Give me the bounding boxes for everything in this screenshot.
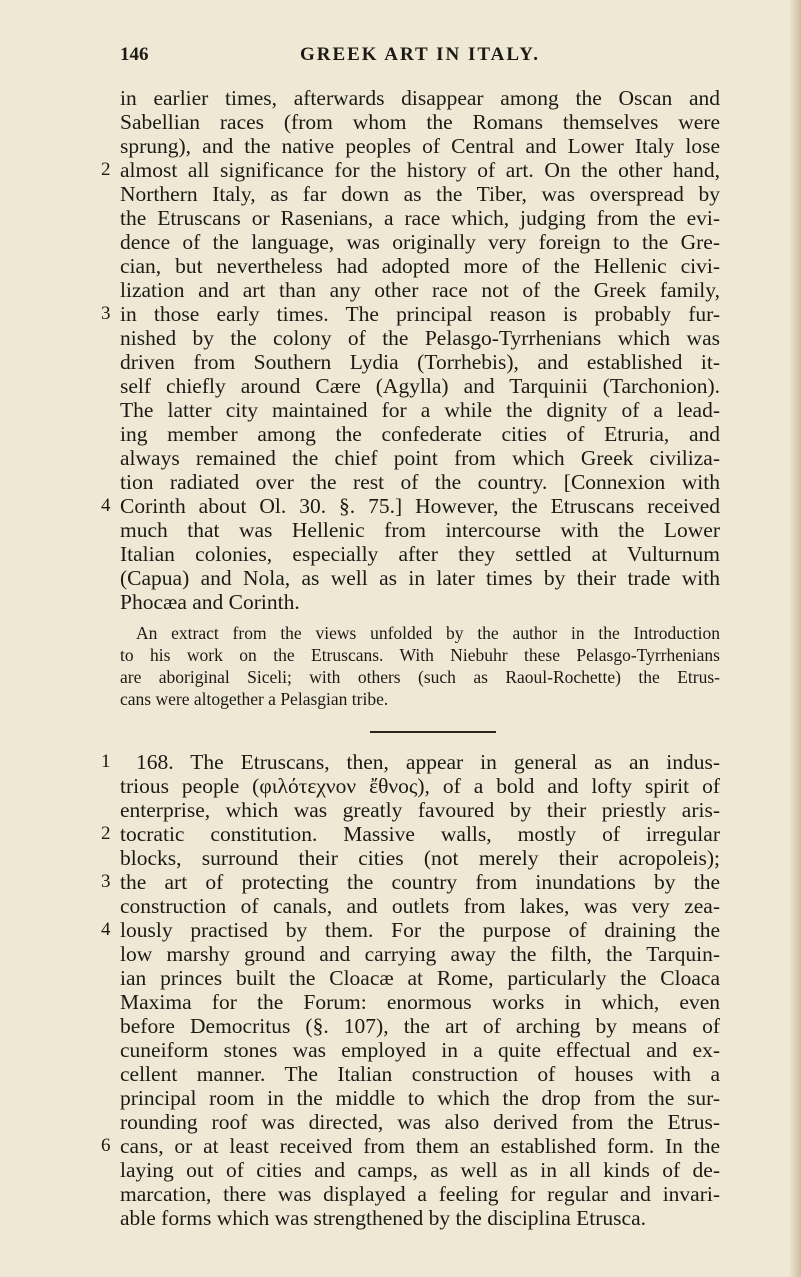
text-line: marcation, there was displayed a feeling for regular and invari- — [120, 1182, 720, 1206]
text-line: driven from Southern Lydia (Torrhebis), and established it- — [120, 350, 720, 374]
running-title: GREEK ART IN ITALY. — [299, 44, 541, 65]
margin-number: 3 — [101, 871, 111, 892]
margin-number: 4 — [101, 495, 111, 516]
text-line: in earlier times, afterwards disappear among the Oscan and — [120, 86, 720, 110]
page-edge — [789, 0, 801, 1277]
margin-number: 2 — [101, 159, 111, 180]
text-line: cellent manner. The Italian construction of houses with a — [120, 1062, 720, 1086]
text-line: much that was Hellenic from intercourse with the Lower — [120, 518, 720, 542]
text-line: ing member among the confederate cities of Etruria, and — [120, 422, 720, 446]
margin-number: 4 — [101, 919, 111, 940]
text-line: cans, or at least received from them an established form. In the — [120, 1134, 720, 1158]
text-line: dence of the language, was originally very foreign to the Gre- — [120, 230, 720, 254]
text-line: cuneiform stones was employed in a quite effectual and ex- — [120, 1038, 720, 1062]
text-line: lously practised by them. For the purpose of draining the — [120, 918, 720, 942]
text-line: Italian colonies, especially after they settled at Vulturnum — [120, 542, 720, 566]
text-line: Maxima for the Forum: enormous works in which, even — [120, 990, 720, 1014]
text-line: The latter city maintained for a while the dignity of a lead- — [120, 398, 720, 422]
text-line: tion radiated over the rest of the country. [Connexion with — [120, 470, 720, 494]
text-line: always remained the chief point from which Greek civiliza- — [120, 446, 720, 470]
margin-number: 2 — [101, 823, 111, 844]
text-line: principal room in the middle to which the drop from the sur- — [120, 1086, 720, 1110]
text-line: ian princes built the Cloacæ at Rome, particularly the Cloaca — [120, 966, 720, 990]
text-line: able forms which was strengthened by the disciplina Etrusca. — [120, 1206, 647, 1230]
text-line: the art of protecting the country from inundations by the — [120, 870, 720, 894]
footnote-line: cans were altogether a Pelasgian tribe. — [120, 689, 389, 709]
footnote-line: An extract from the views unfolded by the author in the Introduction — [136, 623, 720, 643]
text-line: laying out of cities and camps, as well as in all kinds of de- — [120, 1158, 720, 1182]
text-line: trious people (φιλότεχνον ἔθνος), of a bold and lofty spirit of — [120, 774, 720, 798]
text-line: construction of canals, and outlets from lakes, was very zea- — [120, 894, 720, 918]
text-line: cian, but nevertheless had adopted more of the Hellenic civi- — [120, 254, 720, 278]
text-line: tocratic constitution. Massive walls, mostly of irregular — [120, 822, 720, 846]
text-line: almost all significance for the history of art. On the other hand, — [120, 158, 720, 182]
page-number: 146 — [120, 44, 149, 65]
footnote-line: to his work on the Etruscans. With Niebuhr these Pelasgo-Tyrrhenians — [120, 645, 720, 665]
text-line: Corinth about Ol. 30. §. 75.] However, the Etruscans received — [120, 494, 720, 518]
text-line: before Democritus (§. 107), the art of arching by means of — [120, 1014, 720, 1038]
margin-number: 3 — [101, 303, 111, 324]
text-line: Northern Italy, as far down as the Tiber, was overspread by — [120, 182, 720, 206]
text-line: the Etruscans or Rasenians, a race which, judging from the evi- — [120, 206, 720, 230]
section-divider — [370, 731, 496, 733]
text-line: self chiefly around Cære (Agylla) and Tarquinii (Tarchonion). — [120, 374, 720, 398]
text-line: lization and art than any other race not of the Greek family, — [120, 278, 720, 302]
margin-number: 6 — [101, 1135, 111, 1156]
page-header — [120, 44, 720, 72]
text-line: rounding roof was directed, was also derived from the Etrus- — [120, 1110, 720, 1134]
text-line: 168. The Etruscans, then, appear in general as an indus- — [136, 750, 720, 774]
footnote-line: are aboriginal Siceli; with others (such as Raoul-Rochette) the Etrus- — [120, 667, 720, 687]
text-line: sprung), and the native peoples of Central and Lower Italy lose — [120, 134, 720, 158]
text-line: blocks, surround their cities (not merely their acropoleis); — [120, 846, 720, 870]
margin-number: 1 — [101, 751, 111, 772]
text-line: enterprise, which was greatly favoured by their priestly aris- — [120, 798, 720, 822]
text-line: in those early times. The principal reason is probably fur- — [120, 302, 720, 326]
text-line: nished by the colony of the Pelasgo-Tyrrhenians which was — [120, 326, 720, 350]
text-line: low marshy ground and carrying away the filth, the Tarquin- — [120, 942, 720, 966]
text-line: (Capua) and Nola, as well as in later times by their trade with — [120, 566, 720, 590]
text-line: Sabellian races (from whom the Romans themselves were — [120, 110, 720, 134]
text-line: Phocæa and Corinth. — [120, 590, 300, 614]
